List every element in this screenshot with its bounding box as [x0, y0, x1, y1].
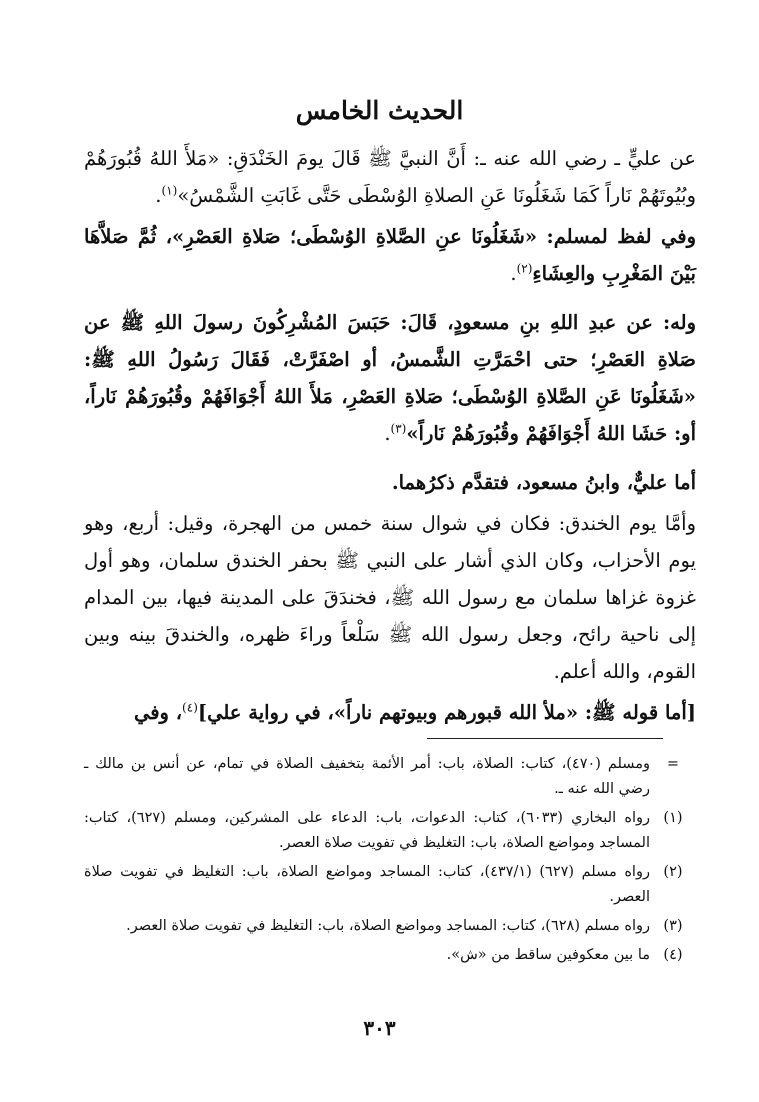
paragraph-text: أما عليٌّ، وابنُ مسعود، فتقدَّم ذكرُهما. — [391, 471, 696, 494]
paragraph-ibn-masud — [84, 304, 696, 452]
footnote-separator — [427, 738, 663, 739]
footnote-ref: (٢) — [516, 261, 533, 276]
paragraph-end: . — [155, 184, 162, 207]
footnote-marker: (٣) — [663, 918, 683, 934]
footnote-item — [84, 806, 696, 856]
footnote-marker: (٤) — [663, 947, 683, 963]
footnote-marker: (٢) — [663, 864, 683, 880]
footnote-text: ومسلم (٤٧٠)، كتاب: الصلاة، باب: أمر الأئمة بتخفيف الصلاة في تمام، عن أنس بن مالك ـ رضي الله عنه ـ. — [84, 756, 650, 797]
paragraph-text: وله: عن عبدِ اللهِ بنِ مسعودٍ، قَالَ: حَبَسَ المُشْرِكُونَ رسولَ اللهِ ﷺ عن صَلاةِ العَصْرِ؛ حتى احْمَرَّتِ الشَّمسُ، أو اصْفَرَّتْ، فَقَالَ رَسُولُ اللهِ ﷺ: «شَغَلُونَا عَنِ الصَّلاةِ الوُسْطَى؛ صَلاةِ العَصْرِ، مَلأَ اللهُ أَجْوَافَهُمْ وقُبُورَهُمْ نَاراً، أو: حَشَا اللهُ أَجْوَافَهُمْ وقُبُورَهُمْ نَاراً» — [84, 311, 696, 445]
footnote-marker: = — [666, 756, 680, 772]
main-text — [84, 140, 696, 743]
footnote-marker: (١) — [663, 810, 683, 826]
footnote-text: رواه البخاري (٦٠٣٣)، كتاب: الدعوات، باب: الدعاء على المشركين، ومسلم (٦٢٧)، كتاب: المساجد ومواضع الصلاة، باب: التغليظ في تفويت صلاة العصر. — [84, 810, 650, 851]
footnote-text: ما بين معكوفين ساقط من «ش». — [446, 947, 650, 963]
paragraph-text: [أما قوله ﷺ: «ملأ الله قبورهم وبيوتهم ناراً»، في رواية علي] — [197, 701, 696, 724]
footnote-ref: (٣) — [390, 421, 407, 436]
paragraph-text: عن عليٍّ ـ رضي الله عنه ـ: أَنَّ النبيَّ ﷺ قَالَ يومَ الخَنْدَقِ: «مَلأَ اللهُ قُبُورَهُمْ وبُيُوتَهُمْ نَاراً كَمَا شَغَلُونَا عَنِ الصلاةِ الوُسْطَى حَتَّى غَابَتِ الشَّمْسُ» — [84, 147, 696, 207]
paragraph-hadith-ali — [84, 140, 696, 214]
footnote-ref: (٤) — [182, 700, 198, 715]
paragraph-narrators — [84, 464, 696, 501]
paragraph-end: . — [510, 262, 517, 285]
footnote-text: رواه مسلم (٦٢٧) (٤٣٧/١)، كتاب: المساجد ومواضع الصلاة، باب: التغليظ في تفويت صلاة العصر. — [84, 864, 650, 905]
footnote-item — [84, 943, 696, 968]
footnotes — [84, 752, 696, 972]
paragraph-end: ، وفي — [133, 701, 183, 724]
paragraph-text: وأمَّا يوم الخندق: فكان في شوال سنة خمس من الهجرة، وقيل: أربع، وهو يوم الأحزاب، وكان الذي أشار على النبي ﷺ بحفر الخندق سلمان، وهو أول غزوة غزاها سلمان مع رسول الله ﷺ، فخندَقَ على المدينة فيها، بين المدام إلى ناحية رائح، وجعل رسول الله ﷺ سَلْعاً وراءَ ظهره، والخندقَ بينه وبين القوم، والله أعلم. — [84, 512, 696, 683]
paragraph-qawluhu — [84, 694, 696, 731]
page-number: ٣٠٣ — [363, 1016, 396, 1040]
paragraph-muslim-wording — [84, 218, 696, 292]
footnote-item — [84, 914, 696, 939]
footnote-text: رواه مسلم (٦٢٨)، كتاب: المساجد ومواضع الصلاة، باب: التغليظ في تفويت صلاة العصر. — [126, 918, 650, 934]
paragraph-end: . — [384, 422, 391, 445]
paragraph-text: وفي لفظ لمسلم: «شَغَلُونَا عنِ الصَّلاةِ الوُسْطَى؛ صَلاةِ العَصْرِ»، ثُمَّ صَلاَّهَا بَيْنَ المَغْرِبِ والعِشَاءِ — [84, 225, 696, 285]
footnote-item — [84, 860, 696, 910]
footnote-item — [84, 752, 696, 802]
section-title: الحديث الخامس — [295, 96, 464, 125]
paragraph-khandaq — [84, 505, 696, 690]
footnote-ref: (١) — [161, 183, 178, 198]
